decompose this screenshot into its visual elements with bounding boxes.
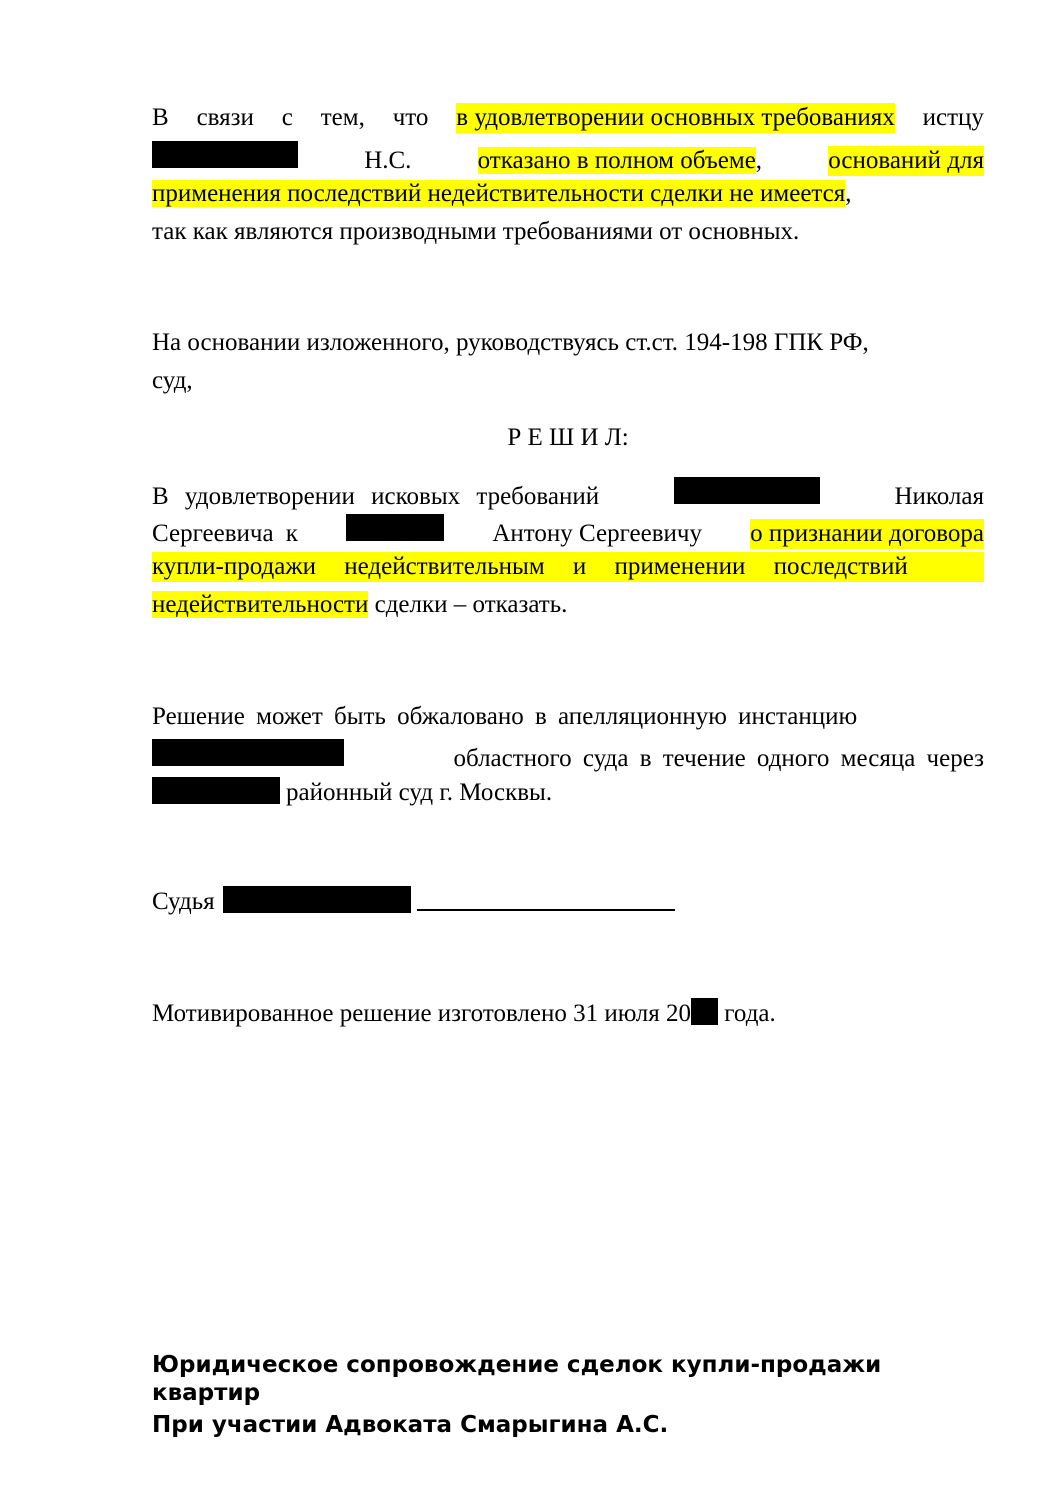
redaction-box — [346, 514, 444, 541]
p3-line-3 — [152, 552, 984, 582]
highlighted-text: применения последствий недействительности сделки не имеется — [152, 180, 846, 207]
word: истцу — [922, 104, 984, 131]
p1-line-3 — [152, 179, 852, 209]
p1-line-1 — [152, 103, 984, 133]
redaction-box — [674, 477, 820, 504]
redaction-box — [152, 739, 344, 766]
p4-line-1 — [152, 702, 984, 732]
highlighted-text: отказано в полном объеме — [477, 147, 756, 174]
judge-line — [152, 886, 675, 917]
motivated-decision-line — [152, 998, 776, 1029]
decision-heading: Р Е Ш И Л: — [507, 424, 629, 451]
p3-line-4 — [152, 590, 567, 620]
p3-line-2 — [152, 514, 984, 549]
comma: , — [755, 147, 763, 174]
footer-line-1: Юридическое сопровождение сделок купли-продажи — [152, 1352, 882, 1378]
footer-line-2: квартир — [152, 1380, 261, 1406]
initials: Н.С. — [364, 147, 412, 174]
highlighted-text: в удовлетворении основных требованиях — [456, 104, 895, 131]
phrase: сделки – отказать. — [368, 591, 568, 618]
highlighted-text: оснований для — [828, 147, 984, 174]
phrase: Мотивированное решение изготовлено 31 июля 20 — [152, 1000, 692, 1027]
p1-line-4: так как являются производными требованиями от основных. — [152, 218, 800, 245]
phrase: В удовлетворении исковых требований — [152, 483, 600, 510]
word: с — [281, 104, 293, 131]
p2-line-2: суд, — [152, 367, 193, 394]
p3-line-1 — [152, 477, 984, 512]
highlighted-text: о признании договора — [750, 520, 984, 547]
word: тем, — [320, 104, 365, 131]
phrase: Решение может быть обжаловано в апелляционную инстанцию — [152, 703, 858, 730]
comma: , — [845, 180, 852, 207]
word: Николая — [894, 483, 984, 510]
phrase: районный суд г. Москвы. — [286, 779, 553, 806]
phrase: Антону Сергеевичу — [492, 520, 702, 547]
highlighted-text: купли-продажи недействительным и применении последствий — [152, 553, 908, 580]
redaction-box — [223, 886, 411, 913]
judge-label: Судья — [152, 888, 215, 915]
redaction-box — [152, 777, 280, 804]
redaction-box — [691, 998, 718, 1025]
word: В — [152, 104, 169, 131]
phrase — [478, 146, 762, 176]
word: что — [392, 104, 429, 131]
p4-line-2 — [152, 739, 984, 774]
word: связи — [196, 104, 254, 131]
p1-line-2 — [152, 141, 984, 176]
p4-line-3 — [152, 777, 552, 808]
p2-line-1: На основании изложенного, руководствуясь ст.ст. 194-198 ГПК РФ, — [152, 329, 869, 356]
phrase: Сергеевича к — [152, 520, 298, 547]
redaction-box — [152, 141, 298, 168]
highlighted-text: недействительности — [152, 591, 369, 618]
footer-line-3: При участии Адвоката Смарыгина А.С. — [152, 1412, 669, 1438]
phrase: года. — [718, 1000, 776, 1027]
phrase: областного суда в течение одного месяца через — [453, 745, 984, 772]
signature-line — [417, 887, 675, 911]
